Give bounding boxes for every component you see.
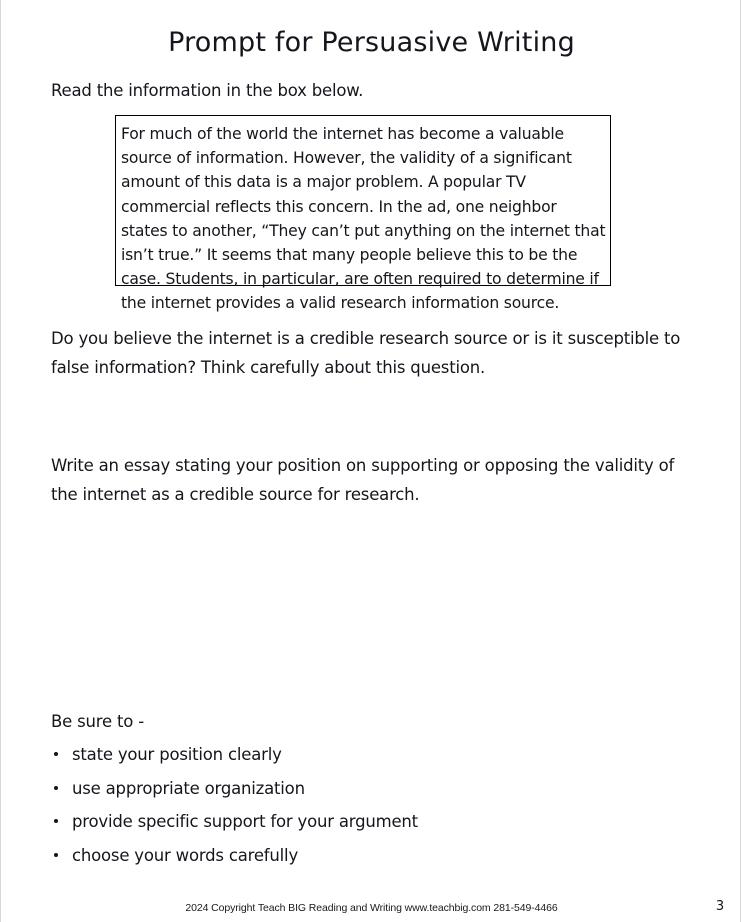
list-item-label: provide specific support for your argument — [72, 812, 418, 831]
list-item-label: choose your words carefully — [72, 845, 299, 865]
page-title: Prompt for Persuasive Writing — [168, 27, 575, 58]
lead-instruction: Read the information in the box below. — [51, 81, 364, 100]
list-item — [51, 810, 551, 844]
list-item — [51, 844, 551, 878]
bullet-icon — [54, 752, 58, 756]
list-item — [51, 777, 551, 811]
list-item-label: state your position clearly — [72, 745, 282, 764]
passage-text: For much of the world the internet has become a valuable source of information. However, the validity of a significant amount of this data is a major problem. A popular TV commercial reflects this concern. In the ad, one neighbor states to another, “They can’t put anything on the internet that isn’t true.” It seems that many people believe this to be the case. Students, in particular, are often required to determine if the internet provides a valid research information source. — [121, 125, 606, 313]
list-item-label: use appropriate organization — [72, 778, 305, 798]
checklist-list — [51, 743, 551, 877]
footer-copyright: 2024 Copyright Teach BIG Reading and Writing www.teachbig.com 281-549-4466 — [185, 902, 558, 914]
bullet-icon — [54, 786, 58, 790]
bullet-icon — [54, 853, 58, 857]
page-content — [1, 0, 741, 922]
list-item — [51, 743, 551, 777]
question-paragraph: Do you believe the internet is a credible research source or is it susceptible to false information? Think carefully about this question. — [51, 329, 681, 377]
passage-box — [115, 115, 611, 313]
bullet-icon — [54, 819, 58, 823]
page-number: 3 — [715, 899, 724, 914]
essay-instruction-paragraph: Write an essay stating your position on supporting or opposing the validity of the internet as a credible source for research. — [51, 456, 675, 504]
checklist-heading: Be sure to - — [51, 712, 144, 731]
